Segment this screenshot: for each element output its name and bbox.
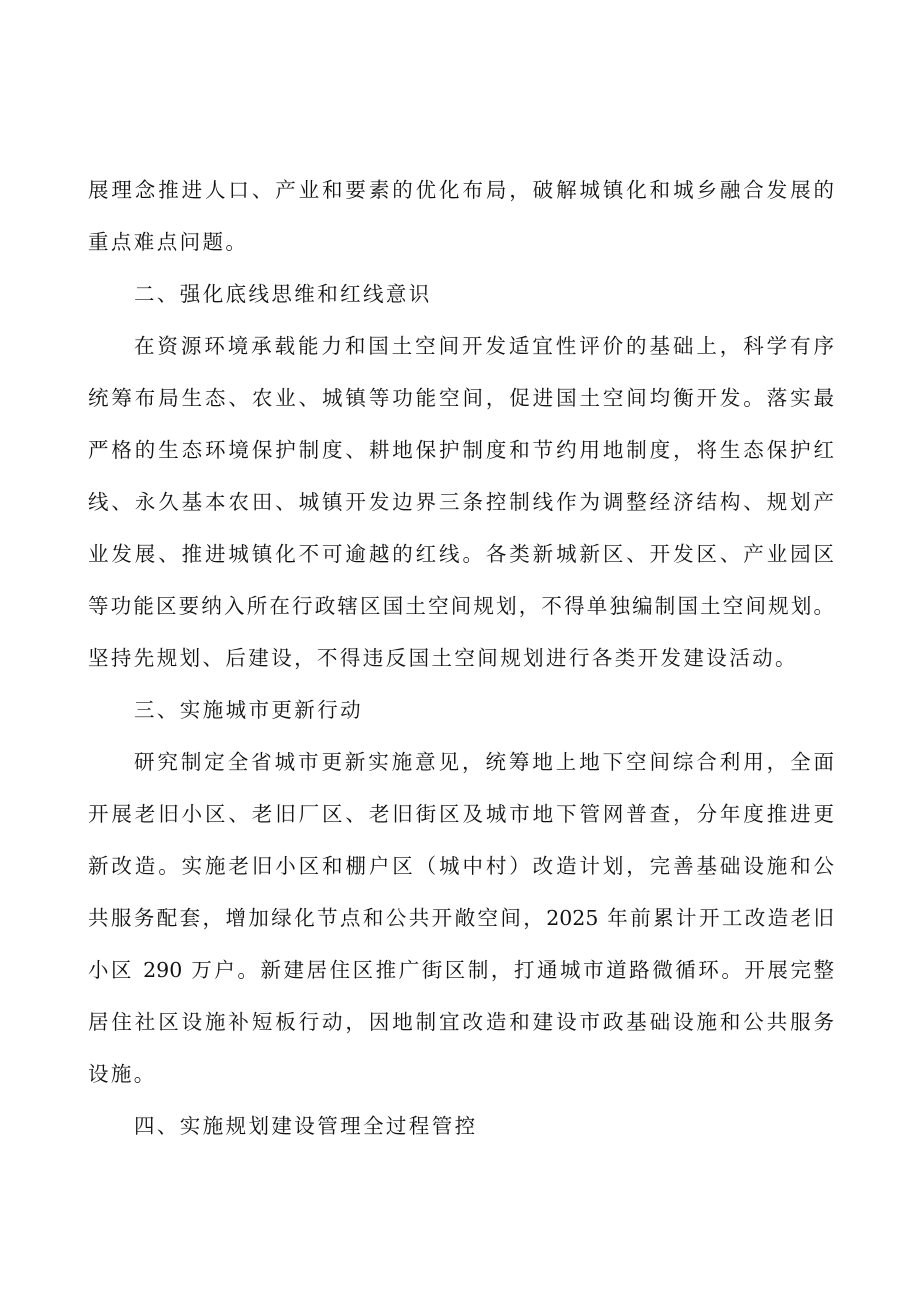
paragraph-line: 在资源环境承载能力和国土空间开发适宜性评价的基础上，科学有序 <box>134 334 834 358</box>
paragraph-line: 等功能区要纳入所在行政辖区国土空间规划，不得单独编制国土空间规划。 <box>88 594 834 618</box>
paragraph-line: 展理念推进人口、产业和要素的优化布局，破解城镇化和城乡融合发展的 <box>88 178 834 202</box>
paragraph-line: 线、永久基本农田、城镇开发边界三条控制线作为调整经济结构、规划产 <box>88 490 834 514</box>
section-heading: 二、强化底线思维和红线意识 <box>134 282 432 306</box>
paragraph-line: 研究制定全省城市更新实施意见，统筹地上地下空间综合利用，全面 <box>134 750 834 774</box>
paragraph-line: 重点难点问题。 <box>88 230 249 254</box>
paragraph-line: 统筹布局生态、农业、城镇等功能空间，促进国土空间均衡开发。落实最 <box>88 386 834 410</box>
paragraph-line: 居住社区设施补短板行动，因地制宜改造和建设市政基础设施和公共服务 <box>88 1010 834 1034</box>
paragraph-line: 共服务配套，增加绿化节点和公共开敞空间，2025 年前累计开工改造老旧 <box>88 906 834 930</box>
section-heading: 三、实施城市更新行动 <box>134 698 363 722</box>
paragraph-line: 小区 290 万户。新建居住区推广街区制，打通城市道路微循环。开展完整 <box>88 958 834 982</box>
paragraph-line: 业发展、推进城镇化不可逾越的红线。各类新城新区、开发区、产业园区 <box>88 542 834 566</box>
paragraph-line: 严格的生态环境保护制度、耕地保护制度和节约用地制度，将生态保护红 <box>88 438 834 462</box>
paragraph-line: 新改造。实施老旧小区和棚户区（城中村）改造计划，完善基础设施和公 <box>88 854 834 878</box>
paragraph-line: 坚持先规划、后建设，不得违反国土空间规划进行各类开发建设活动。 <box>88 646 798 670</box>
paragraph-line: 设施。 <box>88 1062 157 1086</box>
paragraph-line: 开展老旧小区、老旧厂区、老旧街区及城市地下管网普查，分年度推进更 <box>88 802 834 826</box>
section-heading: 四、实施规划建设管理全过程管控 <box>134 1114 478 1138</box>
